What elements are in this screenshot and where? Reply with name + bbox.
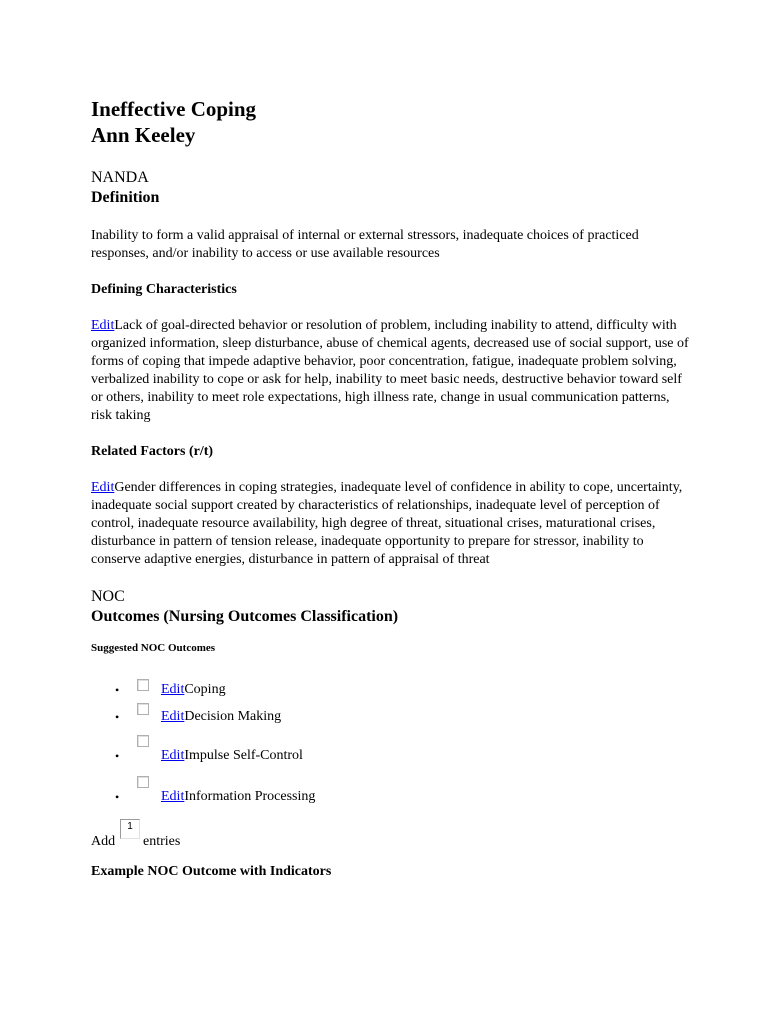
bullet-icon: •: [115, 749, 120, 763]
outcome-label: Decision Making: [184, 709, 282, 724]
list-item: [91, 788, 691, 806]
noc-label: NOC: [91, 588, 125, 605]
noc-section-heading: [91, 587, 691, 627]
noc-outcome-list: [91, 681, 691, 806]
outcome-edit-link[interactable]: Edit: [161, 789, 185, 804]
defining-characteristics-body: Lack of goal-directed behavior or resolution of problem, including inability to attend, difficulty with organized information, sleep disturbance, abuse of chemical agents, decreased use of social support, use of forms of coping that impede adaptive behavior, poor concentration, fatigue, inadequate problem solving, verbalized inability to cope or ask for help, inability to meet basic needs, destructive behavior toward self or others, inability to meet role expectations, high illness rate, change in usual communication patterns, risk taking: [91, 318, 689, 423]
add-label: Add: [91, 834, 116, 849]
outcome-edit-link[interactable]: Edit: [161, 709, 185, 724]
outcome-edit-link[interactable]: Edit: [161, 748, 185, 763]
outcome-edit-link[interactable]: Edit: [161, 682, 185, 697]
nanda-section-heading: [91, 168, 691, 208]
example-noc-heading: Example NOC Outcome with Indicators: [91, 864, 332, 879]
list-item: [91, 747, 691, 765]
outcome-checkbox[interactable]: [137, 776, 149, 788]
defining-characteristics-text: [91, 317, 691, 425]
related-factors-body: Gender differences in coping strategies, inadequate level of confidence in ability to cope, uncertainty, inadequate social support created by characteristics of relationships, inadequate level of perception of control, inadequate resource availability, high degree of threat, situational crises, maturational crises, disturbance in pattern of tension release, inadequate opportunity to prepare for stressor, inability to conserve adaptive energies, disturbance in pattern of appraisal of threat: [91, 480, 683, 567]
add-entries-row: [91, 821, 691, 851]
defining-characteristics-heading: Defining Characteristics: [91, 282, 237, 297]
definition-heading: Definition: [91, 189, 160, 206]
related-factors-edit-link[interactable]: Edit: [91, 480, 115, 495]
outcome-label: Coping: [184, 682, 226, 697]
page-title: [91, 96, 691, 148]
bullet-icon: •: [115, 683, 120, 697]
outcome-label: Information Processing: [184, 789, 316, 804]
entries-label: entries: [143, 834, 181, 849]
outcome-checkbox[interactable]: [137, 703, 149, 715]
suggested-noc-heading: Suggested NOC Outcomes: [91, 642, 216, 654]
related-factors-text: [91, 479, 691, 569]
bullet-icon: •: [115, 790, 120, 804]
definition-text: Inability to form a valid appraisal of internal or external stressors, inadequate choices of practiced responses, and/or inability to access or use available resources: [91, 228, 639, 261]
nanda-label: NANDA: [91, 169, 149, 186]
bullet-icon: •: [115, 710, 120, 724]
noc-outcomes-heading: Outcomes (Nursing Outcomes Classification): [91, 608, 399, 625]
list-item: [91, 681, 691, 699]
title-line-1: Ineffective Coping: [91, 97, 257, 121]
document-body: [91, 96, 691, 881]
related-factors-heading: Related Factors (r/t): [91, 444, 214, 459]
outcome-checkbox[interactable]: [137, 679, 149, 691]
defining-characteristics-edit-link[interactable]: Edit: [91, 318, 115, 333]
title-line-2: Ann Keeley: [91, 123, 196, 147]
outcome-checkbox[interactable]: [137, 735, 149, 747]
outcome-label: Impulse Self-Control: [184, 748, 303, 763]
entries-count-input[interactable]: 1: [120, 819, 140, 839]
list-item: [91, 708, 691, 726]
